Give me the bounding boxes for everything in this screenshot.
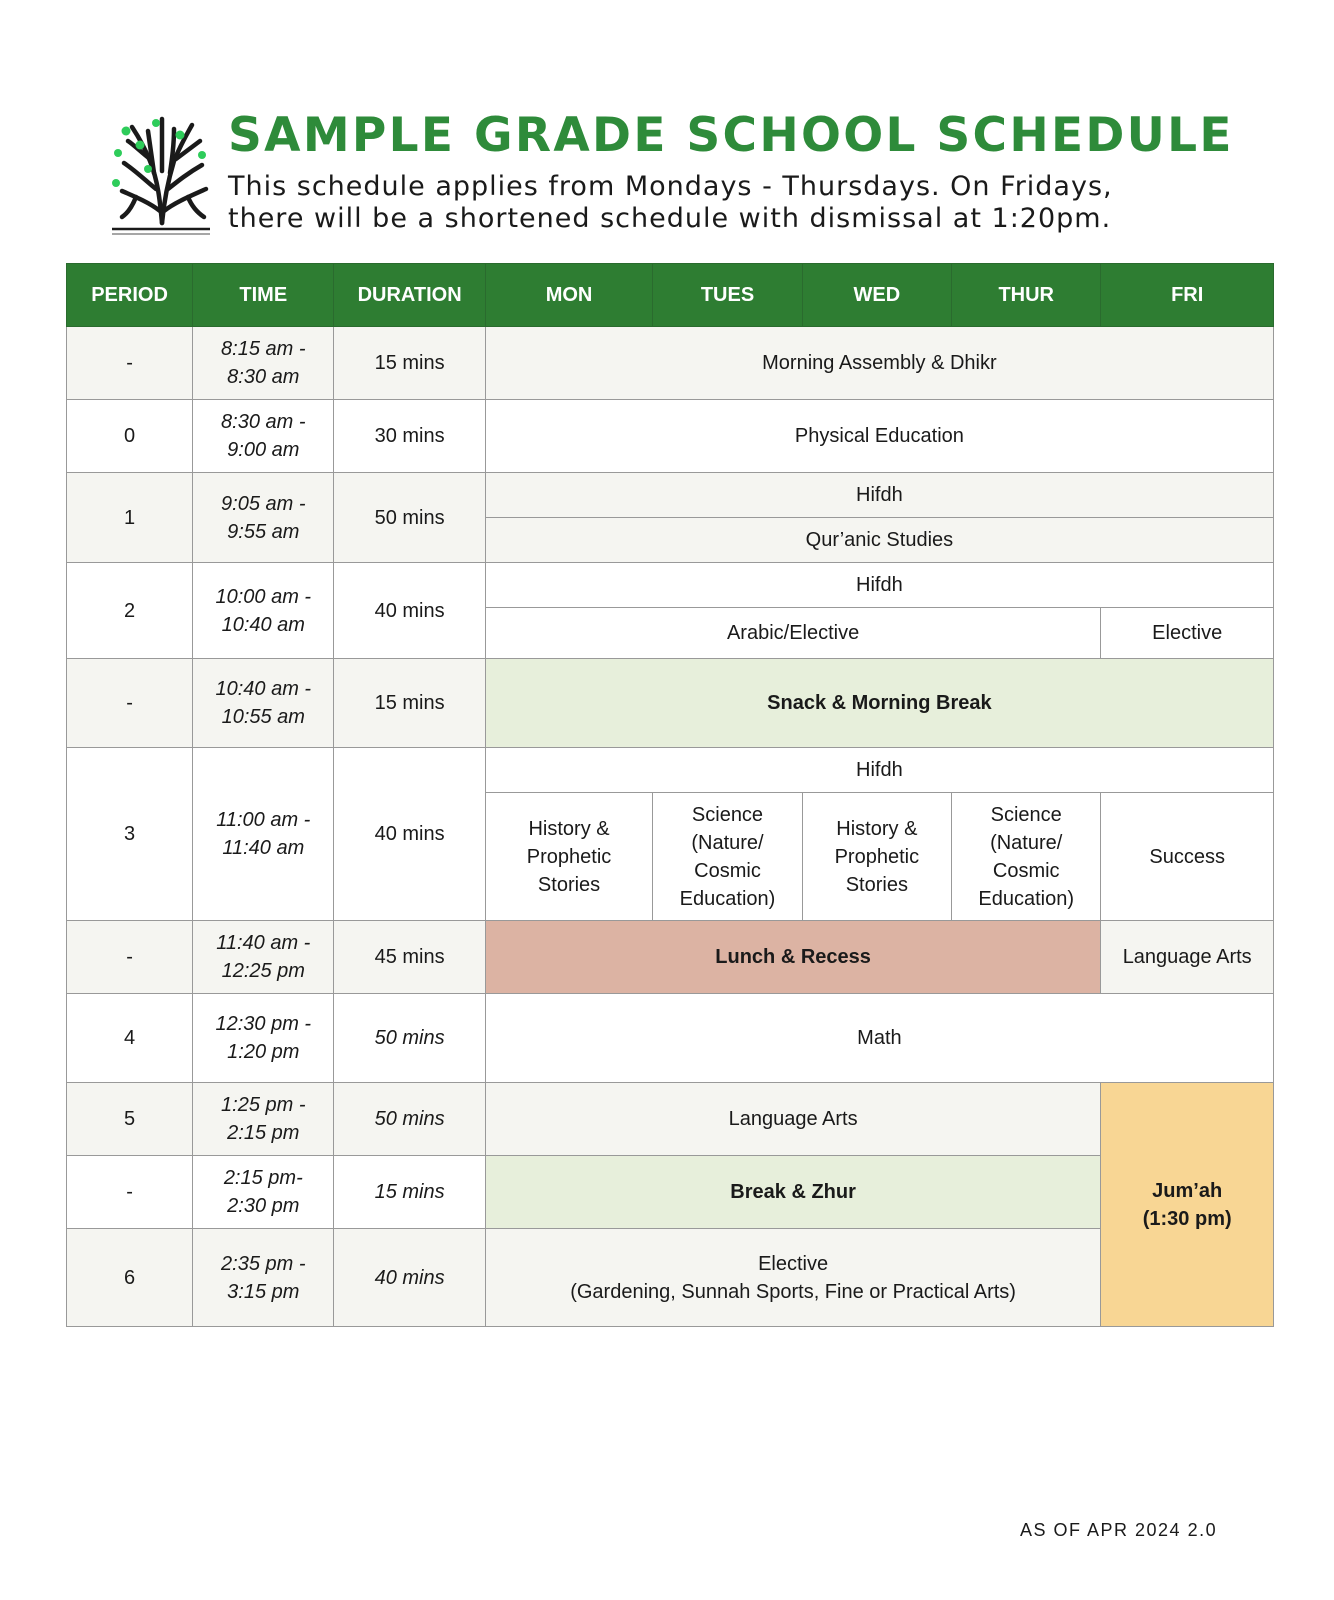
period-cell: 3 [67, 748, 193, 921]
column-header: MON [485, 264, 653, 327]
header-row [67, 264, 1274, 327]
monday-cell: History & Prophetic Stories [485, 793, 653, 921]
table-row [67, 473, 1274, 518]
activity-cell: Qur’anic Studies [485, 518, 1273, 563]
activity-cell: Elective (Gardening, Sunnah Sports, Fine or Practical Arts) [485, 1229, 1101, 1327]
column-header: DURATION [334, 264, 485, 327]
column-header: FRI [1101, 264, 1274, 327]
time-cell: 11:00 am - 11:40 am [193, 748, 334, 921]
table-row [67, 1229, 1274, 1327]
duration-cell: 15 mins [334, 327, 485, 400]
schedule-table [66, 263, 1274, 1327]
subtitle-line-2: there will be a shortened schedule with dismissal at 1:20pm. [228, 203, 1112, 234]
friday-cell: Elective [1101, 608, 1274, 659]
tree-logo-icon [110, 111, 214, 239]
duration-cell: 50 mins [334, 473, 485, 563]
period-cell: 4 [67, 994, 193, 1083]
duration-cell: 40 mins [334, 748, 485, 921]
thursday-cell: Science (Nature/ Cosmic Education) [952, 793, 1101, 921]
page-header [110, 108, 1234, 243]
period-cell: - [67, 1156, 193, 1229]
time-cell: 10:00 am - 10:40 am [193, 563, 334, 659]
column-header: TIME [193, 264, 334, 327]
time-cell: 8:30 am - 9:00 am [193, 400, 334, 473]
period-cell: 5 [67, 1083, 193, 1156]
table-row [67, 1156, 1274, 1229]
activity-cell: Math [485, 994, 1273, 1083]
time-cell: 2:35 pm - 3:15 pm [193, 1229, 334, 1327]
table-row [67, 748, 1274, 793]
period-cell: - [67, 327, 193, 400]
lunch-cell: Lunch & Recess [485, 921, 1101, 994]
break-cell: Snack & Morning Break [485, 659, 1273, 748]
activity-cell: Hifdh [485, 563, 1273, 608]
period-cell: 2 [67, 563, 193, 659]
time-cell: 11:40 am - 12:25 pm [193, 921, 334, 994]
page-subtitle [228, 171, 1113, 235]
duration-cell: 50 mins [334, 1083, 485, 1156]
duration-cell: 15 mins [334, 659, 485, 748]
period-cell: 6 [67, 1229, 193, 1327]
table-row [67, 921, 1274, 994]
version-label: AS OF APR 2024 2.0 [1020, 1520, 1218, 1540]
activity-cell: Physical Education [485, 400, 1273, 473]
activity-cell: Hifdh [485, 473, 1273, 518]
period-cell: 0 [67, 400, 193, 473]
period-cell: - [67, 921, 193, 994]
period-cell: - [67, 659, 193, 748]
activity-cell: Hifdh [485, 748, 1273, 793]
table-row [67, 994, 1274, 1083]
wednesday-cell: History & Prophetic Stories [802, 793, 951, 921]
duration-cell: 15 mins [334, 1156, 485, 1229]
time-cell: 2:15 pm- 2:30 pm [193, 1156, 334, 1229]
time-cell: 9:05 am - 9:55 am [193, 473, 334, 563]
column-header: TUES [653, 264, 802, 327]
break-cell: Break & Zhur [485, 1156, 1101, 1229]
page-title: SAMPLE GRADE SCHOOL SCHEDULE [228, 108, 1234, 163]
table-row [67, 1083, 1274, 1156]
activity-cell: Language Arts [485, 1083, 1101, 1156]
table-row [67, 563, 1274, 608]
duration-cell: 50 mins [334, 994, 485, 1083]
column-header: PERIOD [67, 264, 193, 327]
jumah-cell: Jum’ah (1:30 pm) [1101, 1083, 1274, 1327]
table-row [67, 659, 1274, 748]
table-row [67, 400, 1274, 473]
time-cell: 8:15 am - 8:30 am [193, 327, 334, 400]
column-header: WED [802, 264, 951, 327]
subtitle-line-1: This schedule applies from Mondays - Thursdays. On Fridays, [228, 171, 1113, 202]
duration-cell: 40 mins [334, 1229, 485, 1327]
friday-cell: Success [1101, 793, 1274, 921]
activity-cell: Morning Assembly & Dhikr [485, 327, 1273, 400]
time-cell: 10:40 am - 10:55 am [193, 659, 334, 748]
duration-cell: 30 mins [334, 400, 485, 473]
activity-cell: Arabic/Elective [485, 608, 1101, 659]
time-cell: 1:25 pm - 2:15 pm [193, 1083, 334, 1156]
period-cell: 1 [67, 473, 193, 563]
duration-cell: 40 mins [334, 563, 485, 659]
tuesday-cell: Science (Nature/ Cosmic Education) [653, 793, 802, 921]
duration-cell: 45 mins [334, 921, 485, 994]
table-row [67, 327, 1274, 400]
friday-cell: Language Arts [1101, 921, 1274, 994]
column-header: THUR [952, 264, 1101, 327]
time-cell: 12:30 pm - 1:20 pm [193, 994, 334, 1083]
